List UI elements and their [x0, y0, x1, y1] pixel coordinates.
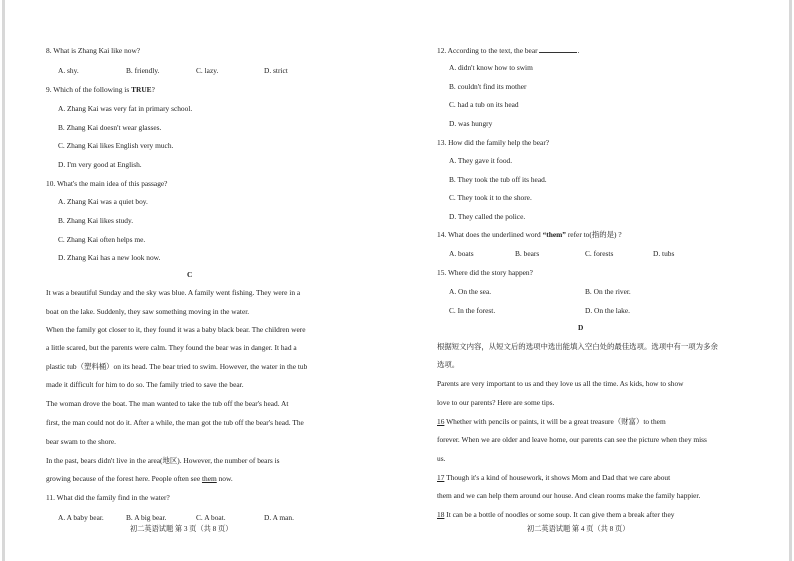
q8-option-c: C. lazy.: [196, 66, 219, 75]
passage-line: In the past, bears didn't live in the area(地区). However, the number of bears is: [46, 456, 280, 465]
q13-option-c: C. They took it to the shore.: [449, 193, 532, 202]
answer-blank: [539, 45, 577, 53]
q13-stem: 13. How did the family help the bear?: [437, 138, 550, 147]
page-footer: 初二英语试题 第 3 页（共 8 页）: [130, 525, 233, 533]
q12-option-b: B. couldn't find its mother: [449, 82, 527, 91]
passage-line: 18 It can be a bottle of noodles or some soup. It can give them a break after they: [437, 510, 675, 519]
q12-option-d: D. was hungry: [449, 119, 493, 128]
q11-option-b: B. A big bear.: [126, 513, 167, 522]
passage-line: The woman drove the boat. The man wanted to take the tub off the bear's head. At: [46, 399, 289, 408]
q13-option-b: B. They took the tub off its head.: [449, 175, 547, 184]
q12-stem: 12. According to the text, the bear .: [437, 46, 580, 55]
section-d-heading: D: [578, 323, 584, 332]
passage-line: growing because of the forest here. People often see them now.: [46, 474, 233, 483]
q15-option-c: C. In the forest.: [449, 306, 496, 315]
q11-option-a: A. A baby bear.: [58, 513, 104, 522]
q12-option-c: C. had a tub on its head: [449, 100, 519, 109]
q8-stem: 8. What is Zhang Kai like now?: [46, 46, 141, 55]
q13-option-d: D. They called the police.: [449, 212, 526, 221]
passage-line: boat on the lake. Suddenly, they saw something moving in the water.: [46, 307, 250, 316]
passage-line: 16 Whether with pencils or paints, it will be a great treasure（财富）to them: [437, 417, 666, 426]
q11-option-d: D. A man.: [264, 513, 294, 522]
q14-option-a: A. boats: [449, 249, 474, 258]
q11-stem: 11. What did the family find in the water?: [46, 493, 170, 502]
q8-option-a: A. shy.: [58, 66, 79, 75]
passage-line: bear swam to the shore.: [46, 437, 116, 446]
passage-line: love to our parents? Here are some tips.: [437, 398, 555, 407]
q14-option-b: B. bears: [515, 249, 540, 258]
q14-option-d: D. tubs: [653, 249, 675, 258]
q8-option-d: D. strict: [264, 66, 288, 75]
passage-line: them and we can help them around our house. And clean rooms make the family happier.: [437, 491, 701, 500]
q15-option-d: D. On the lake.: [585, 306, 630, 315]
q9-option-c: C. Zhang Kai likes English very much.: [58, 141, 174, 150]
passage-line: first, the man could not do it. After a while, the man got the tub off the bear's head. The: [46, 418, 304, 427]
q14-stem: 14. What does the underlined word “them” refer to(指的是) ?: [437, 230, 622, 239]
passage-line: forever. When we are older and leave home, our parents can see the picture when they miss: [437, 435, 707, 444]
passage-line: 17 Though it's a kind of housework, it shows Mom and Dad that we care about: [437, 473, 671, 482]
q10-option-a: A. Zhang Kai was a quiet boy.: [58, 197, 148, 206]
underlined-word-them: them: [201, 474, 217, 483]
instruction-line: 选项。: [437, 360, 460, 369]
instruction-line: 根据短文内容，从短文后的选项中选出能填入空白处的最佳选项。选项中有一项为多余: [437, 342, 718, 351]
q11-option-c: C. A boat.: [196, 513, 226, 522]
q9-option-d: D. I'm very good at English.: [58, 160, 142, 169]
q9-option-b: B. Zhang Kai doesn't wear glasses.: [58, 123, 162, 132]
exam-page-4: [397, 0, 794, 561]
passage-line: plastic tub（塑料桶）on its head. The bear tried to swim. However, the water in the tub: [46, 362, 308, 371]
q10-option-d: D. Zhang Kai has a new look now.: [58, 253, 161, 262]
blank-16: 16: [437, 417, 445, 426]
q9-stem: 9. Which of the following is TRUE?: [46, 85, 155, 94]
q15-option-b: B. On the river.: [585, 287, 631, 296]
q12-option-a: A. didn't know how to swim: [449, 63, 533, 72]
q10-option-b: B. Zhang Kai likes study.: [58, 216, 134, 225]
q15-option-a: A. On the sea.: [449, 287, 492, 296]
section-c-heading: C: [187, 270, 193, 279]
q13-option-a: A. They gave it food.: [449, 156, 513, 165]
blank-18: 18: [437, 510, 445, 519]
passage-line: Parents are very important to us and they love us all the time. As kids, how to show: [437, 379, 684, 388]
q9-option-a: A. Zhang Kai was very fat in primary school.: [58, 104, 193, 113]
passage-line: It was a beautiful Sunday and the sky was blue. A family went fishing. They were in a: [46, 288, 301, 297]
q8-option-b: B. friendly.: [126, 66, 160, 75]
page-footer: 初二英语试题 第 4 页（共 8 页）: [527, 525, 630, 533]
q10-option-c: C. Zhang Kai often helps me.: [58, 235, 146, 244]
passage-line: When the family got closer to it, they found it was a baby black bear. The children were: [46, 325, 306, 334]
passage-line: made it difficult for him to do so. The family tried to save the bear.: [46, 380, 244, 389]
q14-option-c: C. forests: [585, 249, 614, 258]
q15-stem: 15. Where did the story happen?: [437, 268, 533, 277]
q10-stem: 10. What's the main idea of this passage?: [46, 179, 168, 188]
passage-line: us.: [437, 454, 446, 463]
passage-line: a little scared, but the parents were calm. They found the bear was in danger. It had a: [46, 343, 297, 352]
blank-17: 17: [437, 473, 445, 482]
